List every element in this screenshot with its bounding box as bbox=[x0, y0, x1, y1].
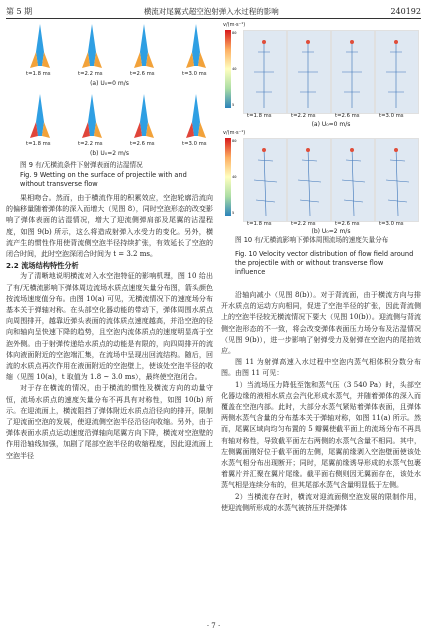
vector-overlay-a bbox=[221, 22, 421, 112]
time-label-b3: t=2.6 ms bbox=[130, 141, 155, 147]
colorbar-a-tick-bottom: 5 bbox=[232, 102, 235, 107]
figure-9 bbox=[6, 22, 213, 182]
colorbar-b-tick-bottom: 5 bbox=[232, 210, 235, 215]
fig10-time-a3: t=2.6 ms bbox=[335, 113, 360, 119]
running-title: 横流对尾翼式超空泡射弹入水过程的影响 bbox=[143, 6, 279, 16]
figure-10-subcaption-b: (b) U₀=2 m/s bbox=[311, 228, 351, 235]
time-label-a1: t=1.8 ms bbox=[26, 71, 51, 77]
section-heading: 2.2 流场结构特性分析 bbox=[6, 261, 79, 271]
fig10-time-a2: t=2.2 ms bbox=[291, 113, 316, 119]
right-paragraph-2: 图 11 为射弹高速入水过程中空泡内蒸气相体积分数分布图。由图 11 可见： bbox=[221, 358, 421, 378]
figure-9-subcaption-b: (b) U₀=2 m/s bbox=[90, 150, 129, 157]
time-label-a2: t=2.2 ms bbox=[78, 71, 103, 77]
figure-10 bbox=[221, 22, 421, 235]
time-label-a3: t=2.6 ms bbox=[130, 71, 155, 77]
fig10-time-a4: t=3.0 ms bbox=[379, 113, 404, 119]
fig10-time-b3: t=2.6 ms bbox=[335, 221, 360, 227]
vector-overlay-b bbox=[221, 130, 421, 220]
issue-label: 第 5 期 bbox=[6, 6, 33, 16]
time-label-b1: t=1.8 ms bbox=[26, 141, 51, 147]
colorbar-b-tick-top: 80 bbox=[232, 138, 237, 143]
projectile-a1 bbox=[30, 24, 50, 68]
figure-9-row-b bbox=[6, 92, 213, 148]
left-column-text bbox=[6, 193, 213, 462]
fig10-time-b4: t=3.0 ms bbox=[379, 221, 404, 227]
left-paragraph-1: 果相吻合。然而，由于横流作用的积累效应，空泡轮廓沿流向的偏移量随着弹体的深入而增大（见图 8），同时空泡形态的改变影响了弹体表面的沾湿情况，增大了迎流侧弹肩部及尾翼的沾湿程度，如图 9(b) 所示，这么将造成射弹入水受力的变化。另外，横流产生的惯性作用使背流侧空泡半径持续扩张，有效延长了空泡的闭合时间，此时空泡深闭合时间为 t = 3.2 ms。 bbox=[6, 194, 213, 259]
right-paragraph-3: 1）当流场压力降低至饱和蒸气压（3 540 Pa）时，头部空化器边缘的液相水质点会汽化形成水蒸气，并随着弹体的深入而覆盖在空泡内部。此时，大部分水蒸气紧贴着弹体表面，且弹体两侧水蒸气含量的分布基本关于弹轴对称，如图 11(a) 所示。然而，尾翼区域向均匀布置的 5 瓣翼使截平面上的流场分布不再具有轴对称性，导致截平面左右两侧的水蒸气含量不相同。其中，左侧翼面刚好位于截平面的左侧，尾翼前缘剥入空泡壁面使该处水蒸气相分布出现断开；同时，尾翼前缘诱导形成的水蒸气包裹着翼片并汇聚在翼片尾缘。截平面右侧则因无翼面存在，该处水蒸气相是连续分布的，但其尾部水蒸气含量明显低于左侧。 bbox=[221, 380, 421, 490]
fig10-time-a1: t=1.8 ms bbox=[247, 113, 272, 119]
time-label-b2: t=2.2 ms bbox=[78, 141, 103, 147]
left-paragraph-3: 对于存在横流的情况，由于横流的惯性及横流方向的动量守恒，流场水质点的速度矢量分布不再具有对称性，如图 10(b) 所示。在迎流面上，横流阻挡了弹体附近水质点沿径向的排开，限制了迎流面空泡的发展，使迎流侧空泡半径沿径向收缩。另外，由于弹体表面水质点运动速度沿弹轴向尾翼方向下降，横流对空泡壁的作用沿轴线加强，加剧了尾部空泡半径的收缩程度，因此迎流面上空泡半径 bbox=[6, 384, 213, 460]
projectile-b4 bbox=[186, 94, 206, 138]
time-label-a4: t=3.0 ms bbox=[182, 71, 207, 77]
figure-10-ylabel-b: v/(m·s⁻¹) bbox=[223, 130, 246, 136]
figure-9-caption-en: Fig. 9 Wetting on the surface of projectile with and without transverse flow bbox=[20, 171, 187, 188]
right-paragraph-1: 沿轴向减小（见图 8(b)）。对于背流面，由于横流方向与排开水质点的运动方向相同，促进了空泡半径的扩张，因此背流侧上的空泡半径较无横流情况下要大（见图 10(b)）。迎流侧与背流侧空泡形态的不一致，将会改变弹体表面压力场分布及沾湿情况（见图 9(b)），进一步影响了射弹受力及射弹在空泡内的尾拍效应。 bbox=[221, 291, 421, 356]
projectile-b1 bbox=[30, 94, 50, 138]
right-paragraph-4: 2）当横流存在时，横流对迎流面侧空泡发展的限制作用，使迎流侧所形成的水蒸气被挤压并绕弹体 bbox=[221, 492, 421, 512]
projectile-a4 bbox=[186, 24, 206, 68]
projectile-a3 bbox=[134, 24, 154, 68]
figure-9-caption-cn: 图 9 有/无横流条件下射弹表面的沾湿情况 bbox=[20, 161, 143, 169]
fig10-time-b1: t=1.8 ms bbox=[247, 221, 272, 227]
projectile-b3 bbox=[134, 94, 154, 138]
page-number: · 7 · bbox=[206, 622, 221, 630]
time-label-b4: t=3.0 ms bbox=[182, 141, 207, 147]
projectile-b2 bbox=[82, 94, 102, 138]
figure-9-subcaption-a: (a) U₀=0 m/s bbox=[90, 80, 129, 87]
running-header bbox=[6, 4, 421, 19]
figure-9-row-a bbox=[6, 22, 213, 78]
figure-10-subcaption-a: (a) U₀=0 m/s bbox=[311, 121, 351, 128]
fig10-time-b2: t=2.2 ms bbox=[291, 221, 316, 227]
right-column-text bbox=[221, 290, 421, 514]
colorbar-b-tick-mid: 40 bbox=[232, 174, 237, 179]
figure-10-ylabel-a: v/(m·s⁻¹) bbox=[223, 22, 246, 28]
projectile-a2 bbox=[82, 24, 102, 68]
left-paragraph-2: 为了清晰地说明横流对入水空泡特征的影响机理，图 10 给出了有/无横流影响下弹体周边流场水质点速度矢量分布图，箭头颜色按流场速度值分布。由图 10(a) 可见，无横流情况下的速度场分布基本关于弹轴对称。在头部空化器动能的带动下，弹体周围水质点向周围排开，越靠近弹头表面的流体质点速度越高，并沿空泡的径向和轴向呈快速下降的趋势，且空泡内流体质点的速度明显高于空泡外侧。由于射弹传递给水质点的动能是有限的，向四周排开的流体向液面附近的空泡端汇集，在流场中呈现出回流结构。随后，回流的水质点再次作用在液面附近的空泡壁上，使该处空泡半径的收缩（见图 10(a)，t 取值为 1.8 ~ 3.0 ms），最终使空泡闭合。 bbox=[6, 272, 213, 382]
article-code: 240192 bbox=[390, 6, 421, 16]
colorbar-a-tick-mid: 40 bbox=[232, 66, 237, 71]
colorbar-a-tick-top: 80 bbox=[232, 30, 237, 35]
figure-10-caption-en: Fig. 10 Velocity vector distribution of flow field around the projectile with or without transverse flow influence bbox=[235, 250, 414, 276]
figure-10-caption-cn: 图 10 有/无横流影响下弹体周围流场的速度矢量分布 bbox=[235, 236, 389, 244]
